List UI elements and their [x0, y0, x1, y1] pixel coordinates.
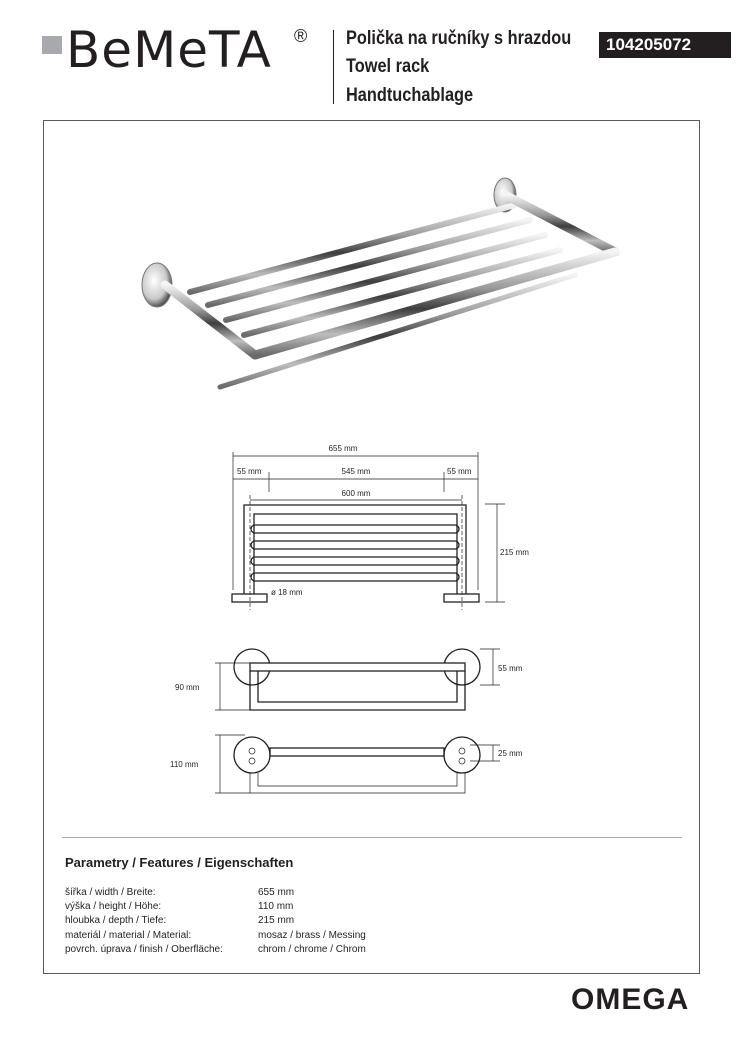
rack-bar-4 — [251, 573, 459, 581]
param-value-material: mosaz / brass / Messing — [258, 930, 366, 941]
dim-right-offset: 55 mm — [447, 467, 472, 476]
brand-logo: BeMeTA — [66, 21, 272, 79]
front-view-drawing — [220, 440, 550, 615]
dim-top-height: 110 mm — [170, 760, 199, 769]
logo-square — [42, 36, 62, 54]
dim-side-height: 90 mm — [175, 683, 200, 692]
left-rosette-top — [234, 737, 270, 773]
series-name: OMEGA — [571, 983, 690, 1016]
param-label-finish: povrch. úprava / finish / Oberfläche: — [65, 944, 223, 955]
param-value-depth: 215 mm — [258, 915, 295, 926]
dim-hole-spacing: 25 mm — [498, 749, 523, 758]
rack-bar-1 — [251, 525, 459, 533]
param-label-depth: hloubka / depth / Tiefe: — [65, 915, 167, 926]
product-image — [120, 165, 640, 405]
right-rosette-top — [444, 737, 480, 773]
param-label-material: materiál / material / Material: — [65, 930, 192, 941]
param-value-width: 655 mm — [258, 887, 295, 898]
dim-overall-width: 655 mm — [328, 444, 358, 453]
right-base — [444, 594, 479, 602]
param-value-finish: chrom / chrome / Chrom — [258, 944, 366, 955]
rack-bar-3 — [226, 235, 545, 320]
rack-bar-3 — [251, 557, 459, 565]
registered-mark: ® — [294, 26, 308, 46]
title-divider — [333, 30, 334, 104]
param-label-width: šířka / width / Breite: — [65, 887, 156, 898]
product-code-badge: 104205072 — [599, 32, 731, 58]
dim-depth: 215 mm — [500, 548, 529, 557]
dim-center-span: 545 mm — [341, 467, 371, 476]
title-en: Towel rack — [346, 56, 430, 77]
parameters-title: Parametry / Features / Eigenschaften — [65, 855, 294, 870]
rack-bar-1 — [190, 205, 515, 292]
param-value-height: 110 mm — [258, 901, 294, 912]
top-rail — [250, 663, 465, 671]
left-base — [232, 594, 267, 602]
dim-rosette: 55 mm — [498, 664, 523, 673]
rack-bar-2 — [251, 541, 459, 549]
title-cz: Polička na ručníky s hrazdou — [346, 28, 572, 49]
dim-left-offset: 55 mm — [237, 467, 262, 476]
top-bar — [270, 748, 444, 756]
section-divider — [62, 837, 682, 838]
dim-rail-length: 600 mm — [341, 489, 371, 498]
front-rail — [255, 252, 615, 355]
title-de: Handtuchablage — [346, 85, 474, 106]
param-label-height: výška / height / Höhe: — [65, 901, 162, 912]
side-top-view-drawing — [170, 635, 540, 805]
dim-tube-diameter: ø 18 mm — [271, 588, 303, 597]
